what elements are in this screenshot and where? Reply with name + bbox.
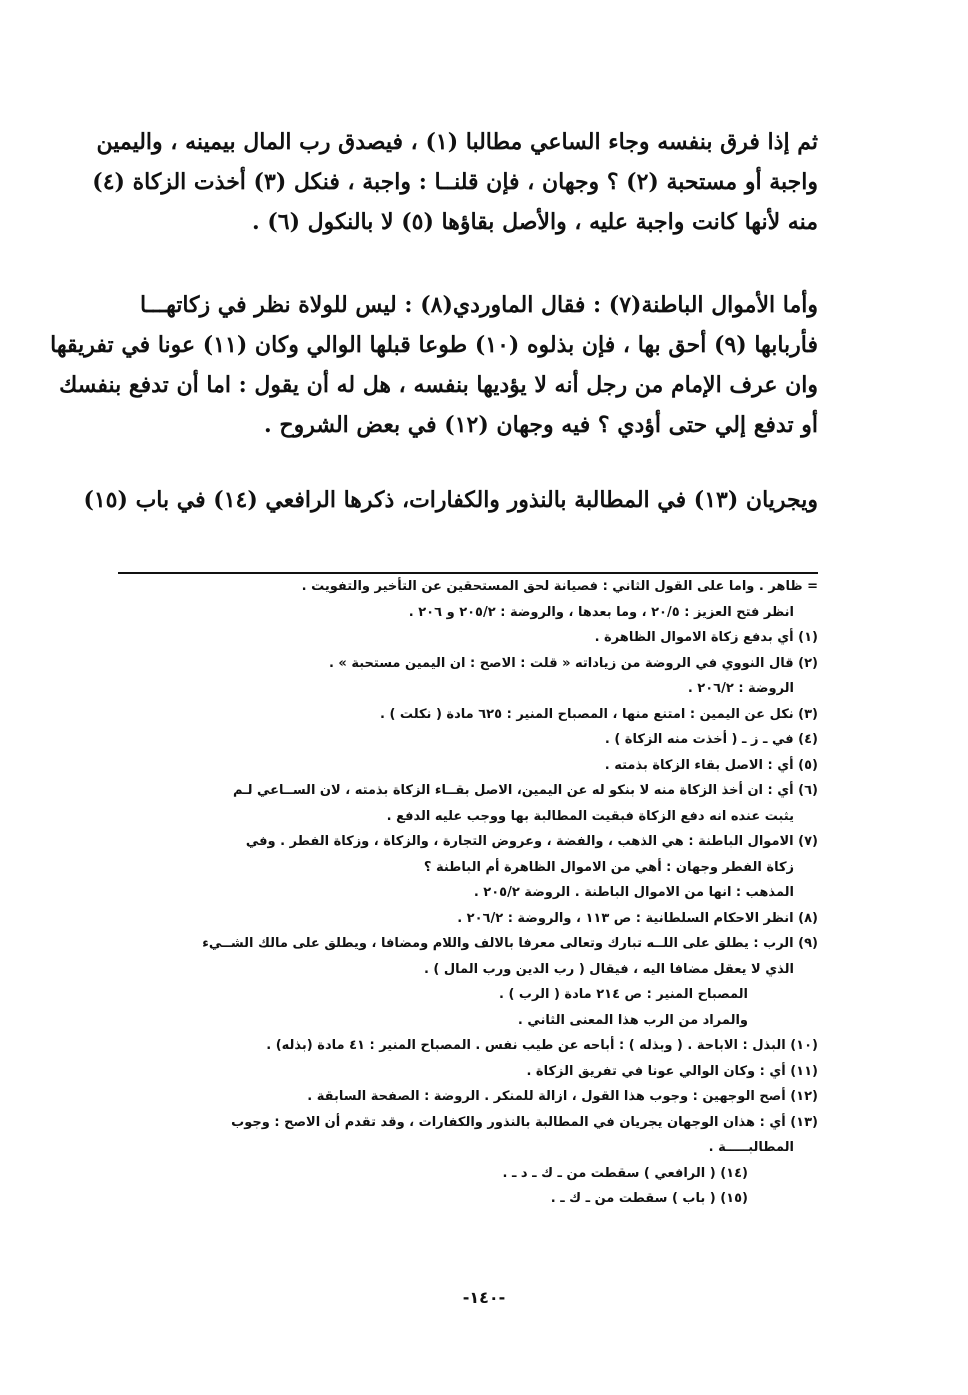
footnotes-list [118,574,818,1212]
footnote-line: (٢) قال النووي في الروضة من زياداته « قلت : الاصح : ان اليمين مستحبة » . [328,655,818,671]
footnote-line: (٧) الاموال الباطنة : هي الذهب ، والفضة ، وعروض التجارة ، والزكاة ، وزكاة الفطر . وفي [245,834,818,849]
footnote-line: (٤) في ـ ز ـ ( أخذت منه الزكاة ) . [604,732,818,747]
footnote-line: الذي لا يعقل مضافا اليه ، فيقال ( رب الدين ورب المال ) . [423,961,794,977]
footnote-line: انظر فتح العزيز : ٢٠/٥ ، وما بعدها ، والروضة : ٢٠٥/٢ و ٢٠٦ . [408,604,794,620]
footnote-line: (١٥) ( باب ) سقطت من ـ ك ـ . [550,1191,748,1206]
text-line: فأربابها (٩) أحق بها ، فإن بذلوه (١٠) طوعا قبلها الوالي وكان (١١) عونا في تفريقها [50,332,818,358]
footnote-line: والمراد من الرب هذا المعنى الثاني . [517,1012,748,1028]
footnote-line: = ظاهر . واما على القول الثاني : فصيانة لحق المستحقين عن التأخير والتفويت . [301,579,818,594]
footnote-line: يثبت عنده انه دفع الزكاة فبقيت المطالبة بها ووجب عليه الدفع . [386,808,794,824]
footnote-line: (٦) أي : ان أخذ الزكاة منه لا بنكو له عن اليمين، الاصل بقــاء الزكاة بذمته ، لان الســاعي لـم [232,783,818,798]
footnote-line: الروضة : ٢٠٦/٢ . [687,681,794,696]
page-number: -١٤٠- [462,1288,506,1307]
text-line: منه لأنها كانت واجبة عليه ، والأصل بقاؤها (٥) لا بالنكول (٦) . [252,209,818,235]
text-line: أو تدفع إلي حتى أؤدي ؟ فيه وجهان (١٢) في بعض الشروح . [264,412,818,438]
text-line: وأما الأموال الباطنة(٧) : فقال الماوردي(٨) : ليس للولاة نظر في زكاتهـــا [140,292,818,318]
paragraph-3 [83,480,818,520]
footnote-line: المذهب : انها من الاموال الباطنة . الروضة ٢٠٥/٢ . [473,885,794,900]
footnote-line: المصباح المنير : ص ٢١٤ مادة ( الرب ) . [499,987,748,1002]
footnote-line: (٣) نكل عن اليمين : امتنع منها ، المصباح المنير : ٦٢٥ مادة ( نكلت ) . [380,706,818,722]
footnote-line: (١٤) ( الرافعي ) سقطت من ـ ك ـ د ـ . [502,1165,748,1181]
text-line: ثم إذا فرق بنفسه وجاء الساعي مطالبا (١) ، فيصدق رب المال بيمينه ، واليمين [96,129,818,155]
footnote-line: (٨) انظر الاحكام السلطانية : ص ١١٣ ، والروضة : ٢٠٦/٢ . [457,910,818,926]
footnote-line: (٥) أي : الاصل بقاء الزكاة بذمته . [604,757,818,773]
paragraph-1 [92,122,818,242]
footnote-line: (١١) أي : وكان الوالي عونا في تفريق الزكاة . [526,1063,818,1079]
footnote-line: (٩) الرب : يطلق على اللــه تبارك وتعالى معرفا بالالف واللام ومضافا ، ويطلق على مالك الشــيء [202,936,818,951]
paragraph-2 [50,285,818,445]
footnote-line: المطالبـــــة . [708,1140,794,1155]
footnote-line: (١٠) البذل : الاباحة . ( وبذله ) : أباحه عن طيب نفس . المصباح المنير : ٤١ مادة (بذله) . [266,1038,818,1053]
text-line: ويجريان (١٣) في المطالبة بالنذور والكفارات، ذكرها الرافعي (١٤) في باب (١٥) [83,487,818,513]
text-line: واجبة أو مستحبة (٢) ؟ وجهان ، فإن قلنــا : واجبة ، فنكل (٣) أخذت الزكاة (٤) [92,169,818,195]
footnote-line: (١٢) أصح الوجهين : وجوب هذا القول ، ازالة للمنكر . الروضة : الصفحة السابقة . [307,1089,818,1104]
footnote-line: زكاة الفطر وجهان : أهي من الاموال الظاهرة أم الباطنة ؟ [423,859,794,875]
footnote-line: (١) أي بدفع زكاة الاموال الظاهرة . [594,630,818,645]
footnote-line: (١٣) أي : هذان الوجهان يجريان في المطالبة بالنذور والكفارات ، وقد تقدم أن الاصح : وجوب [231,1114,818,1130]
text-line: وان عرف الإمام من رجل أنه لا يؤديها بنفسه ، هل له أن يقول : اما أن تدفع بنفسك [59,372,818,398]
